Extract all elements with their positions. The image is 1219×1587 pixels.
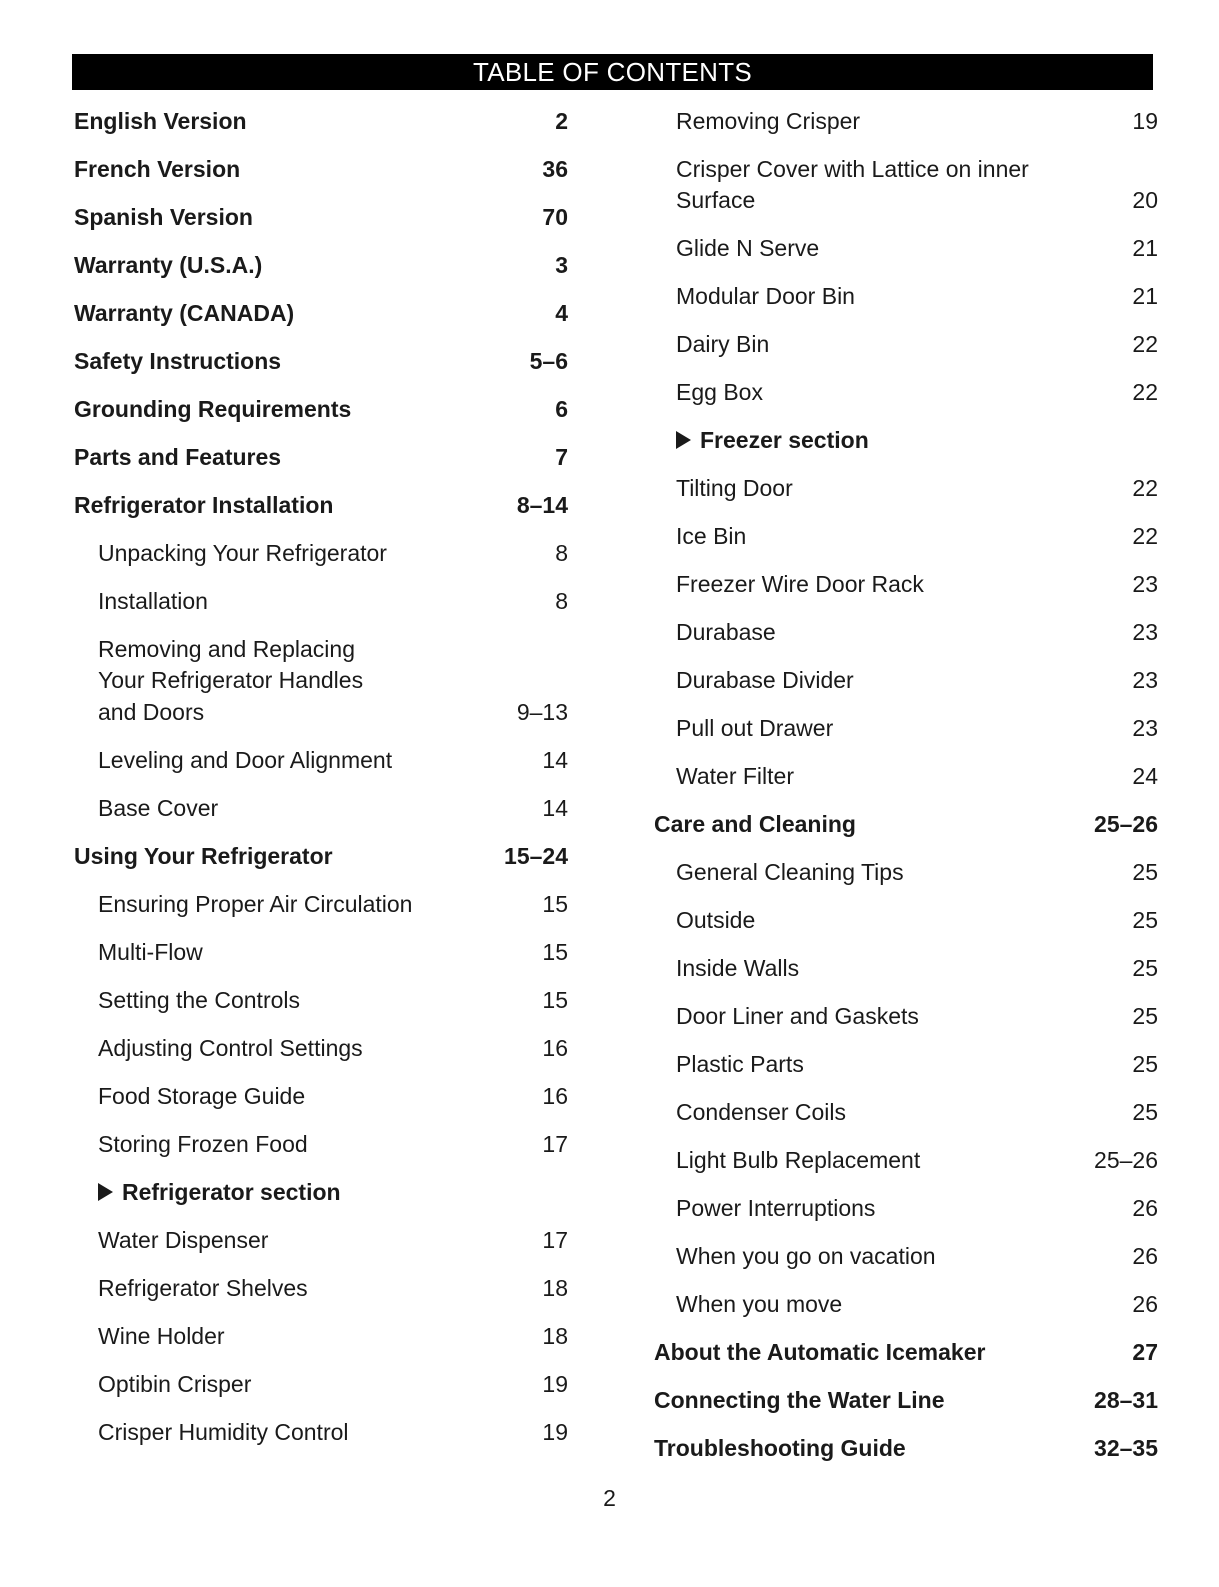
toc-entry-page: 25 <box>1132 1003 1158 1029</box>
toc-entry-title: Durabase <box>676 619 776 645</box>
toc-entry-title: Outside <box>676 907 756 933</box>
triangle-right-icon <box>676 431 691 449</box>
toc-entry-title: Crisper Cover with Lattice on inner <box>676 156 1029 182</box>
toc-section-title: Refrigerator section <box>122 1179 341 1205</box>
toc-entry-page: 25–26 <box>1094 1147 1158 1173</box>
toc-entry-page: 21 <box>1132 283 1158 309</box>
toc-entry-title: Installation <box>98 588 208 614</box>
toc-entry-title: Your Refrigerator Handles <box>98 667 364 693</box>
toc-entry-title: Care and Cleaning <box>654 811 856 837</box>
toc-entry-title: Power Interruptions <box>676 1195 876 1221</box>
toc-entry-page: 25 <box>1132 955 1158 981</box>
toc-entry-page: 15 <box>542 939 568 965</box>
toc-entry-title: Modular Door Bin <box>676 283 855 309</box>
toc-entry-title: Connecting the Water Line <box>654 1387 945 1413</box>
toc-entry-title: Freezer Wire Door Rack <box>676 571 924 597</box>
toc-entry-title: Tilting Door <box>676 475 793 501</box>
toc-entry-page: 8 <box>555 540 568 566</box>
toc-entry-title: Glide N Serve <box>676 235 820 261</box>
toc-entry-page: 21 <box>1132 235 1158 261</box>
toc-entry-title: Optibin Crisper <box>98 1371 252 1397</box>
toc-entry-title: Removing Crisper <box>676 108 861 134</box>
toc-entry-page: 5–6 <box>529 348 568 374</box>
toc-entry-title: Water Filter <box>676 763 794 789</box>
toc-entry-title: Spanish Version <box>74 204 253 230</box>
toc-entry-title: Leveling and Door Alignment <box>98 747 393 773</box>
toc-entry-page: 25 <box>1132 1099 1158 1125</box>
toc-entry-page: 2 <box>555 108 568 134</box>
triangle-right-icon <box>98 1183 113 1201</box>
toc-entry-page: 16 <box>542 1035 568 1061</box>
toc-entry-title: Water Dispenser <box>98 1227 269 1253</box>
toc-entry-title: General Cleaning Tips <box>676 859 904 885</box>
toc-entry-page: 23 <box>1132 571 1158 597</box>
toc-entry-title: Food Storage Guide <box>98 1083 306 1109</box>
toc-entry-page: 3 <box>555 252 568 278</box>
toc-entry-title: Troubleshooting Guide <box>654 1435 906 1461</box>
toc-entry-title: Pull out Drawer <box>676 715 834 741</box>
toc-entry-page: 26 <box>1132 1195 1158 1221</box>
toc-entry-page: 9–13 <box>516 699 568 725</box>
toc-entry-page: 14 <box>542 747 568 773</box>
toc-entry-page: 19 <box>542 1371 568 1397</box>
toc-entry-page: 22 <box>1132 379 1158 405</box>
toc-entry-page: 22 <box>1132 331 1158 357</box>
toc-section-title: Freezer section <box>700 427 869 453</box>
toc-entry-page: 25–26 <box>1094 811 1158 837</box>
toc-entry-title: Light Bulb Replacement <box>676 1147 921 1173</box>
toc-entry-page: 20 <box>1132 187 1158 213</box>
toc-entry-title: Storing Frozen Food <box>98 1131 308 1157</box>
toc-entry-page: 26 <box>1132 1243 1158 1269</box>
toc-entry-title: Egg Box <box>676 379 763 405</box>
toc-entry-title: English Version <box>74 108 247 134</box>
toc-header: TABLE OF CONTENTS <box>72 54 1153 90</box>
toc-entry-title: Adjusting Control Settings <box>98 1035 363 1061</box>
toc-entry-title: Door Liner and Gaskets <box>676 1003 919 1029</box>
toc-entry-page: 6 <box>555 396 568 422</box>
toc-entry-title: When you go on vacation <box>676 1243 936 1269</box>
toc-entry-title: Safety Instructions <box>74 348 282 374</box>
toc-entry-page: 23 <box>1132 715 1158 741</box>
toc-entry-page: 7 <box>555 444 568 470</box>
toc-entry-page: 23 <box>1132 619 1158 645</box>
toc-entry-page: 22 <box>1132 475 1158 501</box>
toc-entry-page: 19 <box>1132 108 1158 134</box>
toc-entry-title: Warranty (U.S.A.) <box>74 252 263 278</box>
toc-entry-page: 8 <box>555 588 568 614</box>
toc-entry-page: 4 <box>555 300 568 326</box>
toc-entry-title: Base Cover <box>98 795 219 821</box>
toc-entry-title: Unpacking Your Refrigerator <box>98 540 387 566</box>
toc-entry-page: 18 <box>542 1275 568 1301</box>
toc-entry-page: 16 <box>542 1083 568 1109</box>
toc-entry-title: When you move <box>676 1291 843 1317</box>
toc-entry-page: 27 <box>1132 1339 1158 1365</box>
toc-entry-page: 25 <box>1132 907 1158 933</box>
toc-entry-title: Surface <box>676 187 756 213</box>
toc-entry-title: Removing and Replacing <box>98 636 355 662</box>
toc-entry-title: Condenser Coils <box>676 1099 847 1125</box>
toc-entry-title: Ice Bin <box>676 523 747 549</box>
toc-entry-title: Wine Holder <box>98 1323 225 1349</box>
toc-entry-page: 15 <box>542 891 568 917</box>
toc-entry-page: 22 <box>1132 523 1158 549</box>
toc-entry-page: 28–31 <box>1094 1387 1158 1413</box>
toc-entry-title: French Version <box>74 156 241 182</box>
toc-entry-page: 18 <box>542 1323 568 1349</box>
toc-entry-page: 15–24 <box>504 843 568 869</box>
toc-entry-title: Using Your Refrigerator <box>74 843 333 869</box>
toc-entry-title: Refrigerator Installation <box>74 492 334 518</box>
toc-entry-page: 23 <box>1132 667 1158 693</box>
toc-entry-page: 19 <box>542 1419 568 1445</box>
toc-entry-page: 8–14 <box>516 492 568 518</box>
toc-entry-page: 70 <box>542 204 568 230</box>
toc-entry-page: 24 <box>1132 763 1158 789</box>
toc-entry-title: About the Automatic Icemaker <box>654 1339 986 1365</box>
toc-entry-title: and Doors <box>98 699 205 725</box>
toc-entry-title: Parts and Features <box>74 444 282 470</box>
toc-entry-title: Crisper Humidity Control <box>98 1419 349 1445</box>
toc-entry-title: Inside Walls <box>676 955 800 981</box>
toc-entry-title: Durabase Divider <box>676 667 854 693</box>
toc-entry-page: 15 <box>542 987 568 1013</box>
toc-entry-title: Refrigerator Shelves <box>98 1275 308 1301</box>
toc-entry-title: Plastic Parts <box>676 1051 804 1077</box>
toc-entry-title: Setting the Controls <box>98 987 301 1013</box>
toc-entry-title: Dairy Bin <box>676 331 770 357</box>
toc-entry-page: 25 <box>1132 859 1158 885</box>
toc-entry-title: Ensuring Proper Air Circulation <box>98 891 413 917</box>
toc-entry-page: 17 <box>542 1131 568 1157</box>
toc-entry-page: 17 <box>542 1227 568 1253</box>
toc-entry-page: 26 <box>1132 1291 1158 1317</box>
toc-entry-page: 14 <box>542 795 568 821</box>
toc-entry-page: 25 <box>1132 1051 1158 1077</box>
toc-entry-page: 32–35 <box>1094 1435 1158 1461</box>
toc-entry-title: Warranty (CANADA) <box>74 300 295 326</box>
toc-entry-page: 36 <box>542 156 568 182</box>
toc-entry-title: Grounding Requirements <box>74 396 352 422</box>
page-number: 2 <box>603 1485 616 1511</box>
toc-entry-title: Multi-Flow <box>98 939 203 965</box>
